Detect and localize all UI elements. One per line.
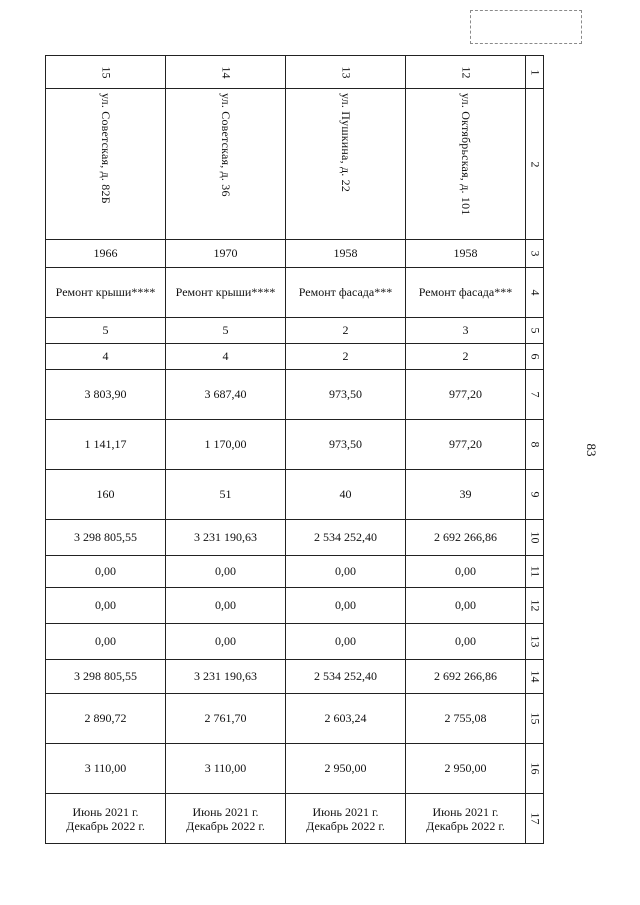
table-row bbox=[46, 556, 544, 588]
table-cell bbox=[46, 588, 166, 624]
table-cell bbox=[286, 89, 406, 240]
table-cell bbox=[286, 624, 406, 660]
row-number: 13 bbox=[528, 635, 542, 648]
period-start: Июнь 2021 г. bbox=[312, 804, 379, 819]
cell-value: 2 692 266,86 bbox=[434, 669, 497, 683]
row-number: 5 bbox=[528, 327, 542, 334]
table-cell bbox=[46, 318, 166, 344]
table-cell bbox=[286, 344, 406, 370]
table-cell bbox=[406, 694, 526, 744]
row-number-cell bbox=[526, 588, 544, 624]
table-cell bbox=[286, 420, 406, 470]
cell-value: 0,00 bbox=[455, 634, 476, 648]
period-start: Июнь 2021 г. bbox=[192, 804, 259, 819]
cell-value: 2 534 252,40 bbox=[314, 669, 377, 683]
row-number: 14 bbox=[528, 670, 542, 683]
data-table bbox=[45, 55, 544, 844]
table-cell bbox=[46, 556, 166, 588]
table-cell bbox=[46, 89, 166, 240]
cell-value: 40 bbox=[339, 487, 352, 501]
table-cell bbox=[46, 470, 166, 520]
row-number: 7 bbox=[528, 391, 542, 398]
table-cell bbox=[166, 56, 286, 89]
page-number: 83 bbox=[584, 443, 599, 457]
table-cell bbox=[286, 268, 406, 318]
table-cell bbox=[46, 268, 166, 318]
row-number-cell bbox=[526, 268, 544, 318]
table-cell bbox=[46, 420, 166, 470]
cell-value: 2 534 252,40 bbox=[314, 530, 377, 544]
column-number: 12 bbox=[459, 66, 473, 78]
table-cell bbox=[166, 370, 286, 420]
table-cell bbox=[406, 556, 526, 588]
table-row bbox=[46, 624, 544, 660]
cell-value: Ремонт фасада*** bbox=[418, 285, 513, 299]
row-number-cell bbox=[526, 556, 544, 588]
period-start: Июнь 2021 г. bbox=[432, 804, 499, 819]
table-cell bbox=[46, 344, 166, 370]
cell-value: 2 755,08 bbox=[444, 711, 487, 725]
cell-value: 0,00 bbox=[95, 598, 116, 612]
table-cell bbox=[166, 624, 286, 660]
row-number-cell bbox=[526, 744, 544, 794]
period-end: Декабрь 2022 г. bbox=[426, 818, 505, 833]
table-row bbox=[46, 794, 544, 844]
period-start: Июнь 2021 г. bbox=[72, 804, 139, 819]
table-cell bbox=[286, 588, 406, 624]
row-number-cell bbox=[526, 794, 544, 844]
table-row bbox=[46, 318, 544, 344]
cell-value: 3 110,00 bbox=[84, 761, 127, 775]
table-cell bbox=[406, 318, 526, 344]
period-end: Декабрь 2022 г. bbox=[186, 818, 265, 833]
cell-value: 0,00 bbox=[95, 564, 116, 578]
cell-value: 2 950,00 bbox=[444, 761, 487, 775]
row-number-cell bbox=[526, 370, 544, 420]
table-cell bbox=[286, 744, 406, 794]
table-cell bbox=[46, 624, 166, 660]
table-cell bbox=[166, 794, 286, 844]
cell-value: 0,00 bbox=[95, 634, 116, 648]
cell-value: 2 950,00 bbox=[324, 761, 367, 775]
cell-value: 0,00 bbox=[215, 598, 236, 612]
table-cell bbox=[286, 520, 406, 556]
table-cell bbox=[286, 240, 406, 268]
cell-value: 3 687,40 bbox=[204, 387, 247, 401]
table-cell bbox=[286, 556, 406, 588]
cell-value: 0,00 bbox=[335, 564, 356, 578]
table-cell bbox=[406, 744, 526, 794]
table-row bbox=[46, 420, 544, 470]
table-row bbox=[46, 470, 544, 520]
table-row bbox=[46, 744, 544, 794]
table-cell bbox=[166, 556, 286, 588]
cell-value: 0,00 bbox=[455, 564, 476, 578]
row-number-cell bbox=[526, 240, 544, 268]
table-row bbox=[46, 56, 544, 89]
row-number-cell bbox=[526, 344, 544, 370]
cell-value: 2 692 266,86 bbox=[434, 530, 497, 544]
cell-value: 2 890,72 bbox=[84, 711, 127, 725]
table-cell bbox=[406, 344, 526, 370]
column-number: 15 bbox=[99, 66, 113, 78]
table-cell bbox=[166, 470, 286, 520]
table-row bbox=[46, 370, 544, 420]
row-number: 4 bbox=[528, 289, 542, 296]
table-cell bbox=[46, 56, 166, 89]
table-cell bbox=[166, 89, 286, 240]
row-number: 15 bbox=[528, 712, 542, 725]
table-cell bbox=[166, 240, 286, 268]
row-number: 6 bbox=[528, 353, 542, 360]
table-cell bbox=[166, 318, 286, 344]
table-cell bbox=[286, 318, 406, 344]
cell-value: 1958 bbox=[453, 246, 478, 260]
cell-value: 3 298 805,55 bbox=[74, 669, 137, 683]
cell-value: 1 141,17 bbox=[84, 437, 127, 451]
table-cell bbox=[166, 744, 286, 794]
table-row bbox=[46, 240, 544, 268]
address-text: ул. Октябрьская, д. 101 bbox=[459, 93, 473, 216]
cell-value: 977,20 bbox=[449, 387, 482, 401]
table-cell bbox=[406, 470, 526, 520]
table-row bbox=[46, 268, 544, 318]
cell-value: 2 603,24 bbox=[324, 711, 367, 725]
column-number: 13 bbox=[339, 66, 353, 78]
table-cell bbox=[166, 694, 286, 744]
table-row bbox=[46, 89, 544, 240]
table-cell bbox=[406, 89, 526, 240]
table-cell bbox=[166, 520, 286, 556]
row-number-cell bbox=[526, 56, 544, 89]
row-number: 1 bbox=[528, 69, 542, 75]
table-cell bbox=[286, 56, 406, 89]
table-cell bbox=[406, 240, 526, 268]
row-number: 16 bbox=[528, 762, 542, 775]
table-cell bbox=[166, 420, 286, 470]
cell-value: 3 231 190,63 bbox=[194, 669, 257, 683]
table-cell bbox=[166, 344, 286, 370]
table-cell bbox=[286, 794, 406, 844]
row-number: 10 bbox=[528, 531, 542, 544]
period-end: Декабрь 2022 г. bbox=[66, 818, 145, 833]
row-number-cell bbox=[526, 520, 544, 556]
row-number: 3 bbox=[528, 250, 542, 257]
cell-value: 1 170,00 bbox=[204, 437, 247, 451]
row-number: 12 bbox=[528, 599, 542, 612]
table-cell bbox=[406, 268, 526, 318]
row-number: 11 bbox=[528, 565, 542, 578]
table-cell bbox=[46, 744, 166, 794]
stamp-watermark bbox=[470, 10, 582, 44]
table-row bbox=[46, 694, 544, 744]
row-number-cell bbox=[526, 420, 544, 470]
cell-value: 0,00 bbox=[455, 598, 476, 612]
row-number-cell bbox=[526, 89, 544, 240]
cell-value: 4 bbox=[222, 349, 229, 363]
cell-value: 2 761,70 bbox=[204, 711, 247, 725]
cell-value: 3 bbox=[462, 323, 469, 337]
cell-value: 0,00 bbox=[215, 564, 236, 578]
row-number-cell bbox=[526, 660, 544, 694]
table-cell bbox=[46, 520, 166, 556]
cell-value: 3 803,90 bbox=[84, 387, 127, 401]
row-number: 9 bbox=[528, 491, 542, 498]
cell-value: 973,50 bbox=[329, 437, 362, 451]
row-number-cell bbox=[526, 470, 544, 520]
table-cell bbox=[406, 794, 526, 844]
cell-value: 51 bbox=[219, 487, 232, 501]
cell-value: 1970 bbox=[213, 246, 238, 260]
cell-value: 0,00 bbox=[335, 634, 356, 648]
table-cell bbox=[286, 370, 406, 420]
cell-value: 2 bbox=[462, 349, 469, 363]
table-row bbox=[46, 520, 544, 556]
table-cell bbox=[406, 588, 526, 624]
cell-value: 973,50 bbox=[329, 387, 362, 401]
cell-value: 5 bbox=[102, 323, 109, 337]
row-number-cell bbox=[526, 694, 544, 744]
cell-value: 39 bbox=[459, 487, 472, 501]
cell-value: 160 bbox=[96, 487, 115, 501]
cell-value: 2 bbox=[342, 349, 349, 363]
cell-value: 5 bbox=[222, 323, 229, 337]
cell-value: 2 bbox=[342, 323, 349, 337]
row-number: 17 bbox=[528, 812, 542, 825]
cell-value: 1966 bbox=[93, 246, 118, 260]
row-number-cell bbox=[526, 624, 544, 660]
cell-value: 1958 bbox=[333, 246, 358, 260]
table-cell bbox=[406, 660, 526, 694]
table-cell bbox=[166, 660, 286, 694]
cell-value: 3 298 805,55 bbox=[74, 530, 137, 544]
table-cell bbox=[406, 370, 526, 420]
address-text: ул. Советская, д. 36 bbox=[219, 93, 233, 197]
cell-value: Ремонт крыши**** bbox=[175, 285, 276, 299]
table-cell bbox=[406, 520, 526, 556]
table-cell bbox=[406, 420, 526, 470]
table-row bbox=[46, 344, 544, 370]
table-row bbox=[46, 660, 544, 694]
cell-value: Ремонт фасада*** bbox=[298, 285, 393, 299]
cell-value: 3 231 190,63 bbox=[194, 530, 257, 544]
table-cell bbox=[286, 694, 406, 744]
table-cell bbox=[406, 624, 526, 660]
table-cell bbox=[46, 370, 166, 420]
table-cell bbox=[406, 56, 526, 89]
row-number-cell bbox=[526, 318, 544, 344]
table-cell bbox=[46, 694, 166, 744]
cell-value: Ремонт крыши**** bbox=[55, 285, 156, 299]
row-number: 2 bbox=[528, 161, 542, 167]
cell-value: 0,00 bbox=[215, 634, 236, 648]
cell-value: 4 bbox=[102, 349, 109, 363]
row-number: 8 bbox=[528, 441, 542, 448]
column-number: 14 bbox=[219, 66, 233, 78]
table-cell bbox=[286, 470, 406, 520]
table-cell bbox=[166, 588, 286, 624]
address-text: ул. Советская, д. 82Б bbox=[99, 93, 113, 204]
table-cell bbox=[286, 660, 406, 694]
table-cell bbox=[46, 240, 166, 268]
table-cell bbox=[166, 268, 286, 318]
cell-value: 3 110,00 bbox=[204, 761, 247, 775]
period-end: Декабрь 2022 г. bbox=[306, 818, 385, 833]
address-text: ул. Пушкина, д. 22 bbox=[339, 93, 353, 193]
table-row bbox=[46, 588, 544, 624]
cell-value: 0,00 bbox=[335, 598, 356, 612]
table-cell bbox=[46, 794, 166, 844]
table-cell bbox=[46, 660, 166, 694]
cell-value: 977,20 bbox=[449, 437, 482, 451]
